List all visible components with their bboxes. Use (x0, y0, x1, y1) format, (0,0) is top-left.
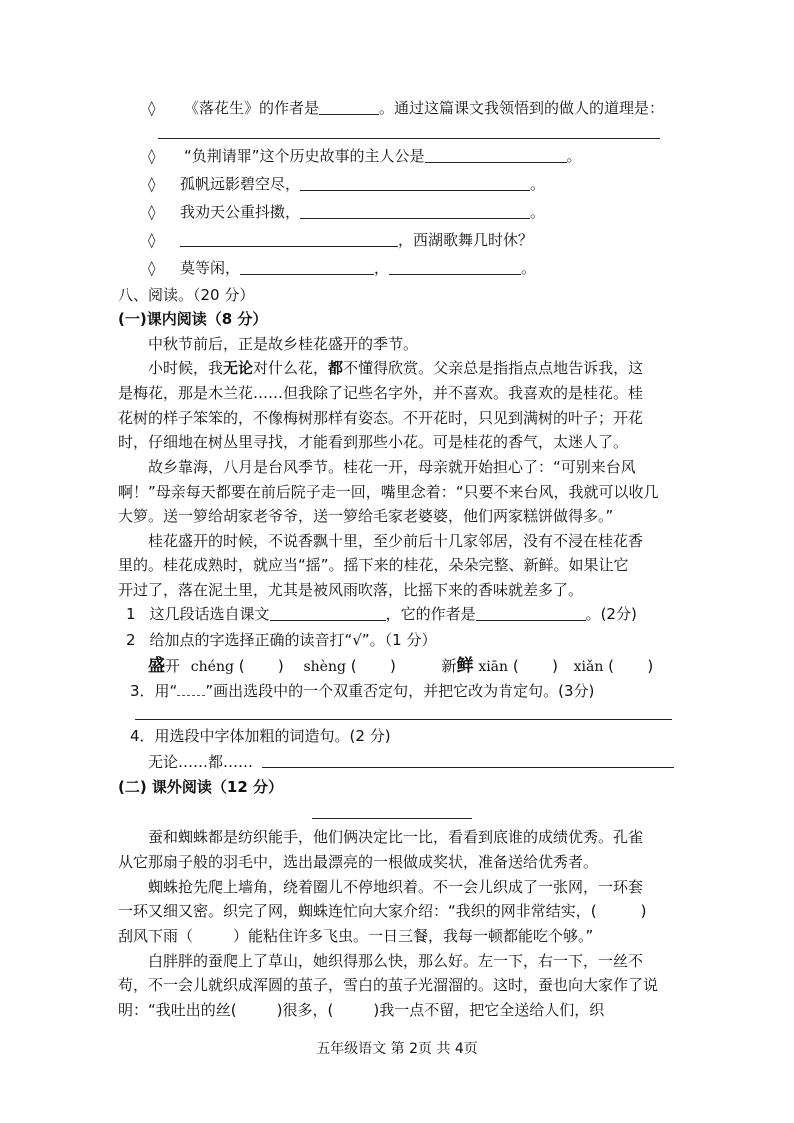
fill-q3: ◊ 孤帆远影碧空尽， 。 (148, 175, 546, 193)
answer-line[interactable] (262, 767, 674, 768)
passage-line: 是梅花，那是木兰花……但我除了记些名字外，并不喜欢。我喜欢的是桂花。桂 (118, 384, 644, 402)
passage-line: 明：“我吐出的丝( )很多，( )我一点不留，把它全送给人们，织 (118, 1001, 605, 1019)
question-4-prompt: 无论……都…… (148, 753, 254, 771)
fill-q6: ◊ 莫等闲， ， 。 (148, 259, 537, 277)
passage-line: 中秋节前后，正是故乡桂花盛开的季节。 (148, 335, 419, 353)
bullet-icon: ◊ (148, 147, 156, 165)
passage-line: 蜘蛛抢先爬上墙角，绕着圈儿不停地织着。不一会儿织成了一张网，一环套 (148, 878, 644, 896)
part1-title: (一)课内阅读（8 分） (118, 310, 268, 328)
answer-blank[interactable] (319, 98, 379, 115)
bold-word: 无论 (223, 359, 254, 377)
answer-parens[interactable]: ( ) (238, 657, 284, 675)
answer-blank[interactable] (300, 202, 530, 219)
passage-line: 刮风下雨（ ）能粘住许多飞虫。一日三餐，我每一顿都能吃个够。” (118, 927, 594, 945)
answer-blank[interactable] (300, 174, 530, 191)
answer-blank[interactable] (476, 604, 586, 621)
passage-line: 花树的样子笨笨的，不像梅树那样有姿态。不开花时，只见到满树的叶子；开花 (118, 409, 644, 427)
passage-line: 开过了，落在泥土里，尤其是被风雨吹落，比摇下来的香味就差多了。 (118, 581, 584, 599)
question-4: 4．用选段中字体加粗的词造句。(2 分) (130, 727, 391, 745)
answer-blank[interactable] (270, 604, 386, 621)
passage-line: 时，仔细地在树丛里寻找，才能看到那些小花。可是桂花的香气，太迷人了。 (118, 433, 629, 451)
question-3: 3．用“ ”画出选段中的一个双重否定句，并把它改为肯定句。(3分) (130, 682, 595, 700)
answer-line[interactable] (135, 719, 672, 720)
section-title: 八、阅读。（20 分） (118, 286, 255, 304)
passage-line: 大箩。送一箩给胡家老爷爷，送一箩给毛家老婆婆，他们两家糕饼做得多。” (118, 507, 614, 525)
answer-parens[interactable]: ( ) (608, 657, 654, 675)
answer-blank[interactable] (425, 146, 567, 163)
bold-word: 都 (328, 359, 344, 377)
answer-line[interactable] (158, 138, 660, 139)
page-footer: 五年级语文 第 2页 共 4页 (316, 1041, 478, 1057)
question-1: 1 这几段话选自课文 ，它的作者是 。(2分) (126, 605, 637, 623)
passage-line: 桂花盛开的时候，不说香飘十里，至少前后十几家邻居，没有不浸在桂花香 (148, 532, 644, 550)
fill-q2: ◊ “负荆请罪”这个历史故事的主人公是 。 (148, 147, 582, 165)
answer-blank[interactable] (240, 258, 374, 275)
answer-blank[interactable] (389, 258, 521, 275)
passage-line: 蚕和蜘蛛都是纺织能手，他们俩决定比一比，看看到底谁的成绩优秀。孔雀 (148, 828, 644, 846)
passage-line: 故乡靠海，八月是台风季节。桂花一开，母亲就开始担心了：“可别来台风 (148, 458, 636, 476)
answer-parens[interactable]: ( ) (512, 657, 558, 675)
dotted-char: 鲜 (456, 656, 474, 676)
question-2: 2 给加点的字选择正确的读音打“√”。（1 分） (126, 631, 437, 649)
bullet-icon: ◊ (148, 231, 156, 249)
bullet-icon: ◊ (148, 259, 156, 277)
passage-line: 从它那扇子般的羽毛中，选出最漂亮的一根做成奖状，准备送给优秀者。 (118, 853, 599, 871)
title-blank[interactable] (312, 818, 472, 819)
question-2-options: 盛开 chéng ( ) shèng ( ) 新鲜 xiān ( ) xiǎn ( ) (148, 655, 664, 678)
passage-line: 啊！”母亲每天都要在前后院子走一回，嘴里念着：“只要不来台风，我就可以收几 (118, 483, 659, 501)
passage-line: 白胖胖的蚕爬上了草山，她织得那么快，那么好。左一下，右一下，一丝不 (148, 952, 644, 970)
passage-line: 里的。桂花成熟时，就应当“摇”。摇下来的桂花，朵朵完整、新鲜。如果让它 (118, 556, 629, 574)
passage-line: 苟，不一会儿就织成浑圆的茧子，雪白的茧子光溜溜的。这时，蚕也向大家作了说 (118, 976, 659, 994)
dotted-char: 盛 (148, 656, 165, 676)
fill-q5: ◊ ，西湖歌舞几时休？ (148, 231, 534, 249)
part2-title: (二) 课外阅读（12 分） (118, 778, 284, 796)
answer-blank[interactable] (180, 230, 398, 247)
fill-q4: ◊ 我劝天公重抖擞， 。 (148, 203, 546, 221)
passage-line: 小时候，我无论对什么花，都不懂得欣赏。父亲总是指指点点地告诉我，这 (148, 359, 644, 377)
bullet-icon: ◊ (148, 175, 156, 193)
passage-line: 一环又细又密。织完了网，蜘蛛连忙向大家介绍：“我织的网非常结实，( ) (118, 902, 647, 920)
bullet-icon: ◊ (148, 203, 156, 221)
fill-q1: ◊ 《落花生》的作者是 。通过这篇课文我领悟到的做人的道理是： (148, 99, 665, 117)
answer-parens[interactable]: ( ) (350, 657, 396, 675)
bullet-icon: ◊ (148, 99, 156, 117)
dashed-line-icon (177, 683, 205, 696)
